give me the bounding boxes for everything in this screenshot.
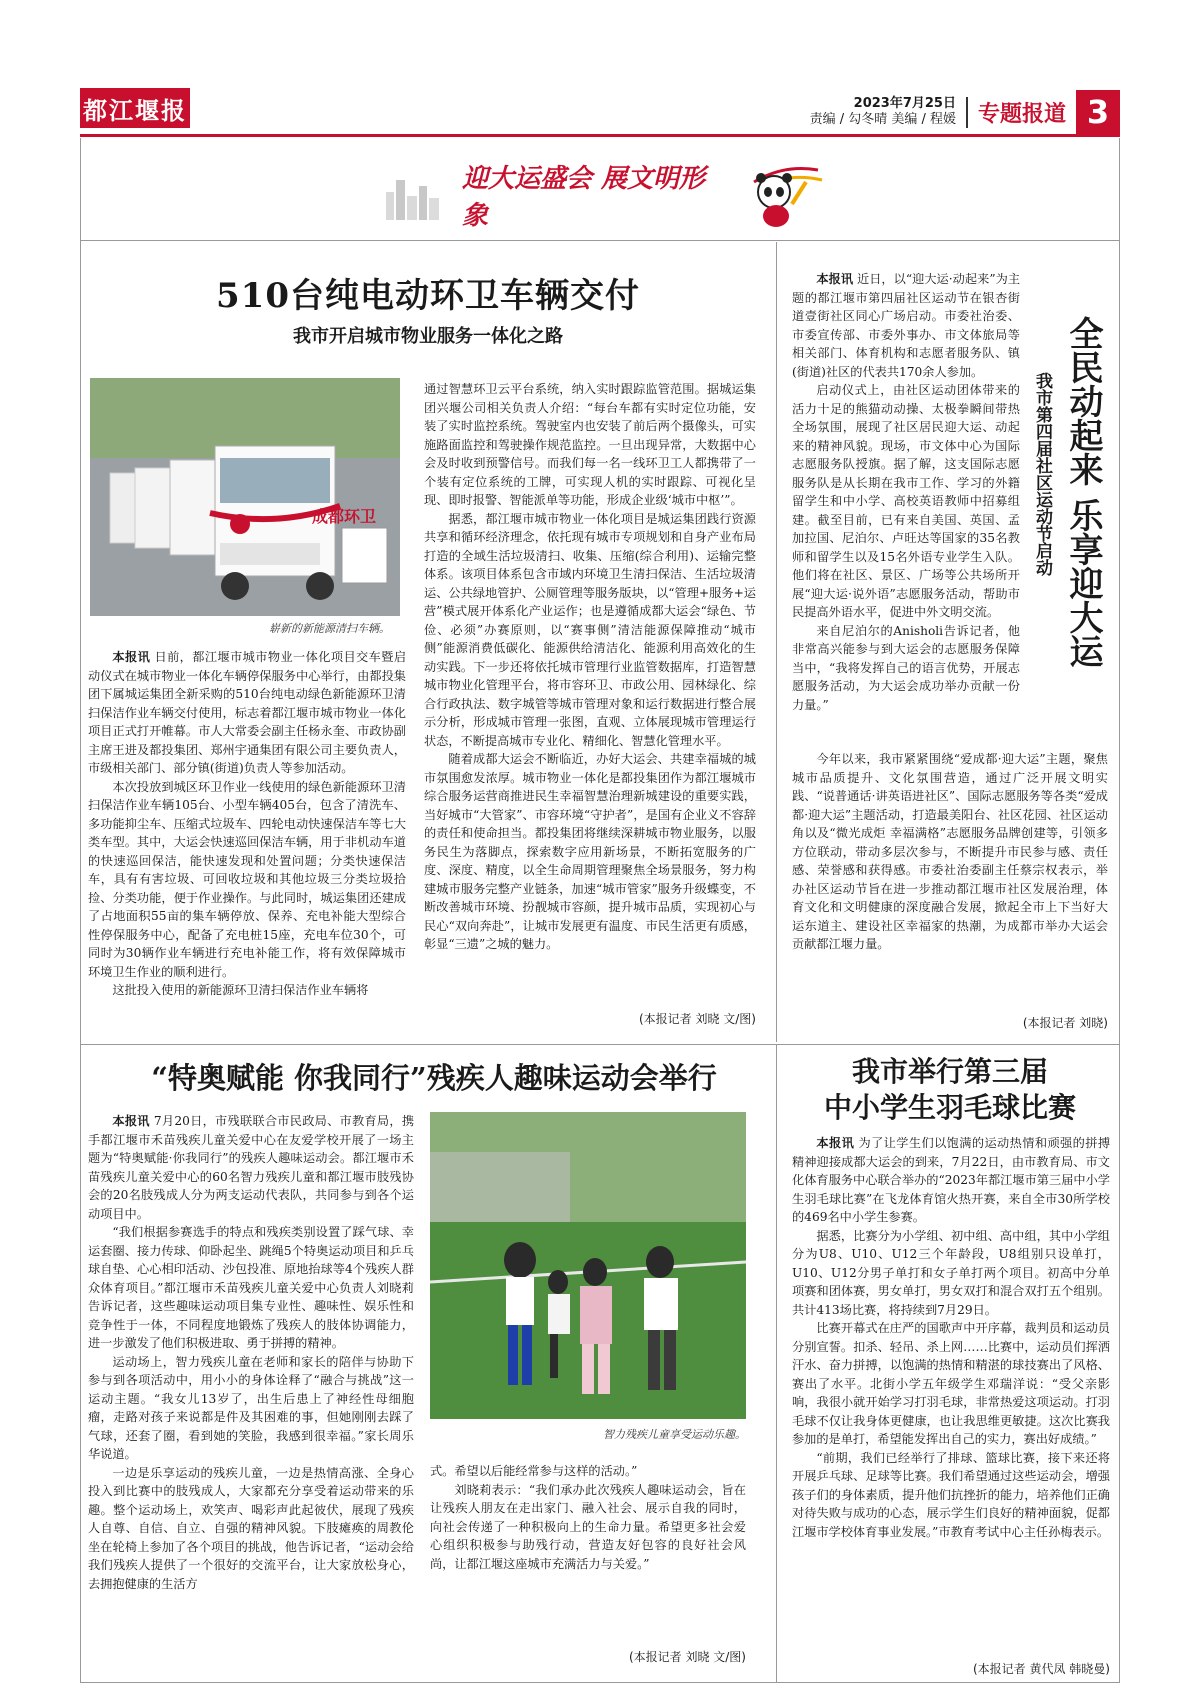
section-title: 专题报道 bbox=[966, 97, 1066, 128]
article1-photo bbox=[90, 378, 400, 616]
article1-subtitle: 我市开启城市物业服务一体化之路 bbox=[293, 326, 563, 347]
theme-slogan: 迎大运盛会 展文明形象 bbox=[462, 164, 706, 231]
article3-para2: “我们根据参赛选手的特点和残疾类别设置了踩气球、幸运套圈、接力传球、仰卧起坐、跳绳5个特奥运动项目和乒乓球自垫、心心相印活动、沙包投准、原地抬球等4个残疾人群众体育项目。”都江堰市禾苗残疾儿童关爱中心负责人刘晓莉告诉记者，这些趣味运动项目集专业性、趣味性、娱乐性和竞争性于一体，不同程度地锻炼了残疾人的肢体协调能力，进一步激发了他们积极进取、勇于拼搏的精神。 bbox=[88, 1225, 414, 1350]
article2-para4: 今年以来，我市紧紧围绕“爱成都·迎大运”主题，聚焦城市品质提升、文化氛围营造，通过广泛开展文明实践、“说普通话·讲英语进社区”、国际志愿服务等各类“爱成都·迎大运”主题活动，打造最美阳台、社区花园、社区运动角以及“微光成炬 幸福满格”志愿服务品牌创建等，引领多方位联动，带动多层次参与，不断提升市民参与感、责任感、荣誉感和获得感。市委社治委副主任蔡宗权表示，举办社区运动节旨在进一步推动都江堰市社区发展治理，体育文化和文明健康的深度融合发展，掀起全市上下当好大运东道主、建设社区幸福家的热潮，为成都市举办大运会贡献都江堰力量。 bbox=[792, 752, 1108, 951]
bottom-column-divider bbox=[776, 1044, 777, 1683]
article1-column2 bbox=[424, 380, 756, 954]
header-rule bbox=[80, 134, 1120, 137]
article3-column2 bbox=[430, 1462, 746, 1573]
article3-para4: 一边是乐享运动的残疾儿童，一边是热情高涨、全身心投入到比赛中的肢残成人，大家都充分享受着运动带来的乐趣。整个运动场上，欢笑声、喝彩声此起彼伏，展现了残疾人自尊、自信、自立、自强的精神风貌。下肢瘫痪的周教伦坐在轮椅上参加了各个项目的挑战，他告诉记者，“运动会给我们残疾人提供了一个很好的交流平台，让大家放松身心，去拥抱健康的生活方 bbox=[88, 1465, 414, 1591]
article2-para1: 近日，以“迎大运·动起来”为主题的都江堰市第四届社区运动节在银杏街道壹街社区同心广场启动。市委社治委、市委宣传部、市委外事办、市文体旅局等相关部门、体育机构和志愿者服务队、镇(街道)社区的代表共170余人参加。 bbox=[792, 272, 1021, 379]
article1-column1 bbox=[88, 648, 406, 1000]
article3-para3: 运动场上，智力残疾儿童在老师和家长的陪伴与协助下参与到各项活动中，用小小的身体诠释了“融合与挑战”这一运动主题。“我女儿13岁了，出生后患上了神经性母细胞瘤，走路对孩子来说都是件及其困难的事，但她刚刚去踩了气球，还套了圈，看到她的笑脸，我感到很幸福。”家长周乐华说道。 bbox=[88, 1354, 414, 1461]
newspaper-logo: 都江堰报 bbox=[80, 88, 190, 128]
section-divider bbox=[80, 1044, 1120, 1045]
article4-para3: 比赛开幕式在庄严的国歌声中开序幕，裁判员和运动员分别宣誓。扣杀、轻吊、杀上网……比赛中，运动员们挥洒汗水、奋力拼搏，以饱满的热情和精湛的球技赛出了风格、赛出了水平。北街小学五年级学生邓瑞洋说：“受父亲影响，我很小就开始学习打羽毛球，非常热爱这项运动。打羽毛球不仅让我身体更健康，也让我思维更敏捷。这次比赛我参加的是单打，希望能发挥出自己的实力，赛出好成绩。” bbox=[792, 1321, 1110, 1446]
article3-photo bbox=[430, 1112, 746, 1419]
theme-banner bbox=[384, 160, 824, 230]
article2-subtitle: 我市第四届社区运动节启动 bbox=[1032, 372, 1052, 576]
article1-byline: (本报记者 刘晓 文/图) bbox=[638, 1012, 756, 1026]
article2-column-bottom bbox=[792, 750, 1108, 954]
skyline-icon bbox=[384, 170, 442, 220]
article2-para2: 启动仪式上，由社区运动团体带来的活力十足的熊猫动动操、太极拳瞬间带热全场氛围，展现了社区居民迎大运、动起来的精神风貌。现场，市文体中心为国际志愿服务队授旗。据了解，这支国际志愿服务队是从长期在我市工作、学习的外籍留学生和中小学、高校英语教师中招募组建。截至目前，已有来自美国、英国、孟加拉国、尼泊尔、卢旺达等国家的35名教师和留学生以及15名外语专业学生入队。他们将在社区、景区、广场等公共场所开展“迎大运·说外语”志愿服务活动，帮助市民提高外语水平，促进中外文明交流。 bbox=[792, 383, 1020, 619]
article3-para6: 刘晓莉表示：“我们承办此次残疾人趣味运动会，旨在让残疾人朋友在走出家门、融入社会、展示自我的同时，向社会传递了一种积极向上的生命力量。希望更多社会爱心组织积极参与助残行动，营造友好包容的良好社会风尚，让都江堰这座城市充满活力与关爱。” bbox=[430, 1482, 746, 1571]
issue-date: 2023年7月25日 bbox=[853, 96, 956, 111]
article4-title bbox=[790, 1054, 1110, 1126]
article1-para5: 据悉，都江堰市城市物业一体化项目是城运集团践行资源共享和循环经济理念，依托现有城市专项规划和自身产业布局打造的全域生活垃圾清扫、收集、压缩(综合利用)、运输完整体系。该项目体系包含市域内环境卫生清扫保洁、生活垃圾清运、公共绿地管护、公厕管理等服务版块，以“管理+服务+运营”模式展开体系化产业运作；也是遵循成都大运会“绿色、节俭、必须”办赛原则，以“赛事侧”清洁能源保障推动“城市侧”能源消费低碳化、能源供给清洁化、能源利用高效化的生动实践。下一步还将依托城市管理行业监管数据库，打造智慧城市物业化管理平台，将市容环卫、市政公用、园林绿化、综合行政执法、数字城管等城市管理对象和运行数据进行整合展示分析，形成城市管理一张图，直观、立体展现城市管理运行状态，不断提高城市专业化、精细化、智慧化管理水平。 bbox=[424, 511, 756, 748]
article3-byline: (本报记者 刘晓 文/图) bbox=[628, 1650, 746, 1664]
article1-para1: 日前，都江堰市城市物业一体化项目交车暨启动仪式在城市物业一体化车辆停保服务中心举行，由都投集团下属城运集团全新采购的510台纯电动绿色新能源环卫清扫保洁作业车辆交付使用，标志着都江堰市城市物业一体化项目正式打开帷幕。市人大常委会副主任杨永奎、市政协副主席王进及都投集团、郑州宇通集团有限公司主要负责人，市级相关部门、部分镇(街道)负责人等参加活动。 bbox=[88, 650, 407, 775]
article1-title: 510台纯电动环卫车辆交付 bbox=[216, 276, 640, 316]
article3-title: “特奥赋能 你我同行”残疾人趣味运动会举行 bbox=[151, 1061, 717, 1095]
article2-para3: 来自尼泊尔的Anisholi告诉记者，他非常高兴能参与到大运会的志愿服务保障当中，“我将发挥自己的语言优势，开展志愿服务活动，为大运会成功举办贡献一份力量。” bbox=[792, 623, 1020, 712]
article3-para5: 式。希望以后能经常参与这样的活动。” bbox=[430, 1464, 638, 1478]
banner-divider bbox=[80, 240, 1120, 241]
editors-credit: 责编 / 勾冬晴 美编 / 程媛 bbox=[809, 112, 956, 127]
truck-logo-text: 成都环卫 bbox=[312, 507, 377, 526]
article4-lead: 本报讯 bbox=[816, 1136, 855, 1150]
article1-para4: 通过智慧环卫云平台系统，纳入实时跟踪监管范围。据城运集团兴堰公司相关负责人介绍：“每台车都有实时定位功能，安装了实时监控系统。驾驶室内也安装了前后两个摄像头，可实施路面监控和驾驶操作规范监控。一旦出现异常，大数据中心会及时收到预警信号。而我们每一名一线环卫工人都携带了一个装有定位系统的工牌，可实现人机的实时跟踪、可视化呈现、即时报警、智能派单等功能，形成企业级‘城市中枢’”。 bbox=[424, 382, 756, 507]
article1-para6: 随着成都大运会不断临近，办好大运会、共建幸福城的城市氛围愈发浓厚。城市物业一体化是都投集团作为都江堰城市综合服务运营商推进民生幸福智慧治理新城建设的重要实践，当好城市“大管家”、市容环境“守护者”，是国有企业义不容辞的责任和使命担当。都投集团将继续深耕城市物业服务，以服务民生为落脚点，探索数字应用新场景，不断拓宽服务的广度、深度、精度，以全生命周期管理聚焦全场景服务，努力构建城市服务完整产业链条，加速“城市管家”服务升级蝶变，不断改善城市环境、扮靓城市容颜，提升城市品质，实现初心与民心“双向奔赴”，让城市发展更有温度、市民生活更有质感，彰显“三遗”之城的魅力。 bbox=[424, 752, 756, 951]
article4-para2: 据悉，比赛分为小学组、初中组、高中组，其中小学组分为U8、U10、U12三个年龄段，U8组别只设单打，U10、U12分男子单打和女子单打两个项目。初高中分单项赛和团体赛，男女单打，男女双打和混合双打五个组别。共计413场比赛，将持续到7月29日。 bbox=[792, 1228, 1110, 1317]
article1-para2: 本次投放到城区环卫作业一线使用的绿色新能源环卫清扫保洁作业车辆105台、小型车辆405台，包含了清洗车、多功能抑尘车、压缩式垃圾车、四轮电动快速保洁车等七大类车型。其中，大运会快速巡回保洁车辆，用于非机动车道的快速巡回保洁，能快速发现和处置问题；分类快速保洁车，具有有害垃圾、可回收垃圾和其他垃圾三分类垃圾拾捡、分类功能，便于作业操作。与此同时，城运集团还建成了占地面积55亩的集车辆停放、保养、充电补能大型综合性停保服务中心，配备了充电桩15座，充电车位30个，可同时为30辆作业车辆进行充电补能工作，将有效保障城市环境卫生作业的顺利进行。 bbox=[88, 779, 406, 979]
mascot-panda-icon bbox=[744, 162, 824, 228]
article2-column-top bbox=[792, 270, 1020, 714]
article1-para3: 这批投入使用的新能源环卫清扫保洁作业车辆将 bbox=[112, 983, 369, 997]
page-header-info bbox=[810, 90, 1120, 134]
article2-byline: (本报记者 刘晓) bbox=[1022, 1016, 1108, 1030]
article3-column1 bbox=[88, 1112, 414, 1593]
article4-title-line2: 中小学生羽毛球比赛 bbox=[823, 1091, 1076, 1124]
article4-para1: 为了让学生们以饱满的运动热情和顽强的拼搏精神迎接成都大运会的到来，7月22日，由市教育局、市文化体育服务中心联合举办的“2023年都江堰市第三届中小学生羽毛球比赛”在飞龙体育馆火热开赛，来自全市30所学校的469名中小学生参赛。 bbox=[792, 1136, 1111, 1224]
article1-photo-caption: 崭新的新能源清扫车辆。 bbox=[269, 622, 390, 635]
article3-photo-caption: 智力残疾儿童享受运动乐趣。 bbox=[603, 1428, 746, 1441]
article4-column bbox=[792, 1134, 1110, 1541]
article3-para1: 7月20日，市残联联合市民政局、市教育局，携手都江堰市禾苗残疾儿童关爱中心在友爱学校开展了一场主题为“特奥赋能·你我同行”的残疾人趣味运动会。都江堰市禾苗残疾儿童关爱中心的60名智力残疾儿童和都江堰市肢残协会的20名肢残成人分为两支运动代表队，共同参与到各个运动项目中。 bbox=[88, 1114, 415, 1221]
header-date-editors bbox=[810, 96, 956, 128]
article2-title: 全民动起来 乐享迎大运 bbox=[1063, 316, 1103, 668]
article4-byline: (本报记者 黄代凤 韩晓曼) bbox=[973, 1662, 1110, 1676]
article4-title-line1: 我市举行第三届 bbox=[851, 1055, 1048, 1088]
page-number: 3 bbox=[1076, 90, 1120, 134]
article1-lead: 本报讯 bbox=[112, 650, 151, 664]
article3-lead: 本报讯 bbox=[112, 1114, 150, 1128]
column-divider bbox=[776, 242, 777, 1042]
article4-para4: “前期，我们已经举行了排球、篮球比赛，接下来还将开展乒乓球、足球等比赛。我们希望通过这些运动会，增强孩子们的身体素质，提升他们抗挫折的能力，培养他们正确对待失败与成功的心态，展示学生们良好的精神面貌，促都江堰市学校体育事业发展。”市教育考试中心主任孙梅表示。 bbox=[792, 1450, 1110, 1539]
article2-lead: 本报讯 bbox=[816, 272, 854, 286]
